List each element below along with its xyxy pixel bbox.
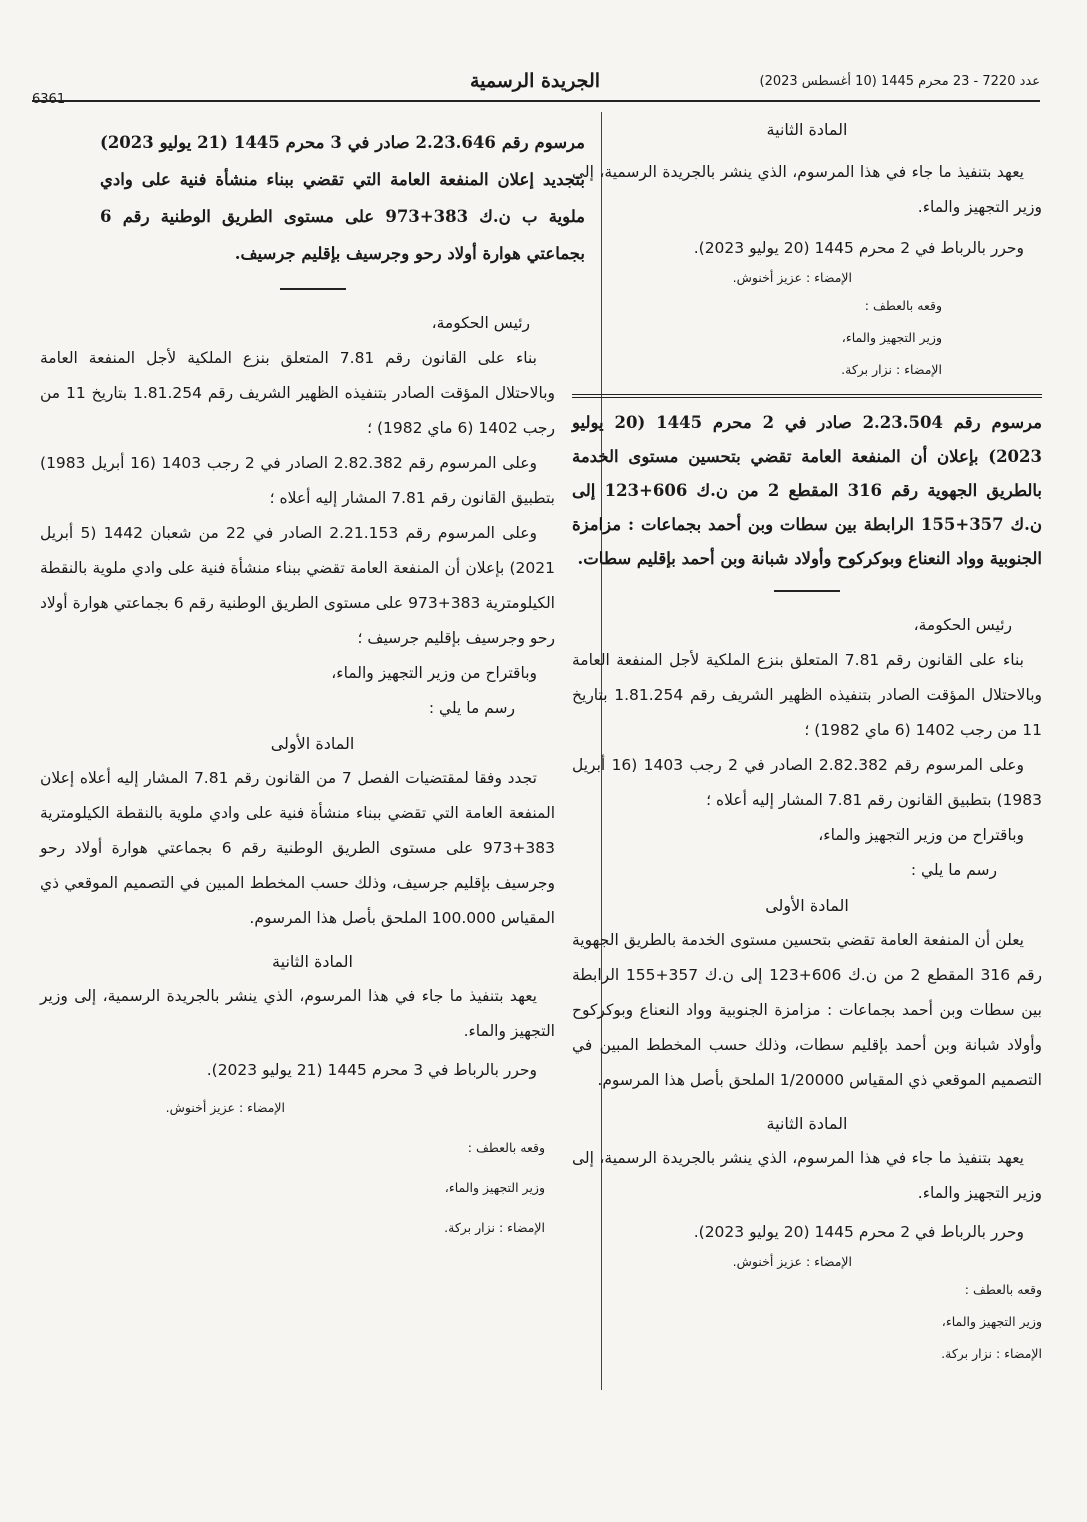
done-at: وحرر بالرباط في 2 محرم 1445 (20 يوليو 2023). xyxy=(693,1223,1024,1241)
signature-minister: الإمضاء : نزار بركة. xyxy=(841,362,942,377)
minister-title: وزير التجهيز والماء، xyxy=(444,1180,545,1195)
done-at: وحرر بالرباط في 2 محرم 1445 (20 يوليو 2023). xyxy=(693,239,1024,257)
page-header xyxy=(30,70,1040,107)
page-number: 6361 xyxy=(32,92,66,107)
separator-rule xyxy=(572,397,1042,398)
signature-pm: الإمضاء : عزيز أخنوش. xyxy=(165,1100,285,1115)
recital: وعلى المرسوم رقم 2.82.382 الصادر في 2 رجب 1403 (16 أبريل 1983) بتطبيق القانون رقم 7.81 المشار إليه أعلاه ؛ xyxy=(572,756,1042,809)
article-heading: المادة الأولى xyxy=(765,896,849,915)
decree-title: مرسوم رقم 2.23.646 صادر في 3 محرم 1445 (21 يوليو 2023) بتجديد إعلان المنفعة العامة التي تقضي ببناء منشأة فنية على وادي ملوية ب ن.ك 383+973 على مستوى الطريق الوطنية رقم 6 بجماعتي هوارة أولاد رحو وجرسيف بإقليم جرسيف. xyxy=(100,133,585,263)
article-heading: المادة الأولى xyxy=(270,734,355,753)
recital: وعلى المرسوم رقم 2.21.153 الصادر في 22 من شعبان 1442 (5 أبريل 2021) بإعلان أن المنفعة العامة تقضي ببناء منشأة فنية على وادي ملوية بالنقطة الكيلومترية 383+973 على مستوى الطريق الوطنية رقم 6 بجماعتي هوارة أولاد رحو وجرسيف بإقليم جرسيف ؛ xyxy=(40,524,555,647)
right-column xyxy=(572,112,1042,1370)
minister-title: وزير التجهيز والماء، xyxy=(841,330,942,345)
signature-pm: الإمضاء : عزيز أخنوش. xyxy=(732,270,852,285)
signature-pm: الإمضاء : عزيز أخنوش. xyxy=(732,1254,852,1269)
article-heading: المادة الثانية xyxy=(766,120,848,139)
gazette-title: الجريدة الرسمية xyxy=(469,70,601,92)
left-column xyxy=(40,124,585,1244)
separator-rule xyxy=(572,394,1042,395)
countersigned-label: وقعه بالعطف : xyxy=(864,298,942,313)
decrees-phrase: رسم ما يلي : xyxy=(428,699,515,717)
signature-minister: الإمضاء : نزار بركة. xyxy=(444,1220,545,1235)
article-text: يعلن أن المنفعة العامة تقضي بتحسين مستوى الخدمة بالطريق الجهوية رقم 316 المقطع 2 من ن.ك 606+123 إلى ن.ك 357+155 الرابطة بين سطات وبن أحمد بجماعات : مزامزة الجنوبية وواد النعناع وبوكركوح وأولاد شبانة وبن أحمد بإقليم سطات، وذلك حسب المخطط المبين في التصميم الموقعي ذي المقياس 1/20000 الملحق بأصل هذا المرسوم. xyxy=(572,931,1043,1089)
article-text: يعهد بتنفيذ ما جاء في هذا المرسوم، الذي ينشر بالجريدة الرسمية، إلى وزير التجهيز والماء. xyxy=(572,163,1042,216)
article-text: تجدد وفقا لمقتضيات الفصل 7 من القانون رقم 7.81 المشار إليه أعلاه إعلان المنفعة العامة التي تقضي ببناء منشأة فنية على وادي ملوية بالنقطة الكيلومترية 383+973 على مستوى الطريق الوطنية رقم 6 بجماعتي هوارة أولاد رحو وجرسيف بإقليم جرسيف، وذلك حسب المخطط المبين في التصميم الموقعي ذي المقياس 100.000 الملحق بأصل هذا المرسوم. xyxy=(40,769,556,927)
recital: بناء على القانون رقم 7.81 المتعلق بنزع الملكية لأجل المنفعة العامة وبالاحتلال المؤقت الصادر بتنفيذه الظهير الشريف رقم 1.81.254 بتاريخ 11 من رجب 1402 (6 ماي 1982) ؛ xyxy=(572,651,1042,739)
title-rule xyxy=(280,288,346,290)
article-text: يعهد بتنفيذ ما جاء في هذا المرسوم، الذي ينشر بالجريدة الرسمية، إلى وزير التجهيز والماء. xyxy=(572,1149,1042,1202)
decrees-phrase: رسم ما يلي : xyxy=(910,861,997,879)
signature-minister: الإمضاء : نزار بركة. xyxy=(941,1346,1042,1361)
article-heading: المادة الثانية xyxy=(272,952,353,971)
head-of-government: رئيس الحكومة، xyxy=(913,616,1012,634)
recital: وباقتراح من وزير التجهيز والماء، xyxy=(331,664,537,682)
header-rule xyxy=(32,100,1040,102)
title-rule xyxy=(774,590,840,592)
done-at: وحرر بالرباط في 3 محرم 1445 (21 يوليو 2023). xyxy=(206,1061,537,1079)
article-heading: المادة الثانية xyxy=(766,1114,848,1133)
recital: وعلى المرسوم رقم 2.82.382 الصادر في 2 رجب 1403 (16 أبريل 1983) بتطبيق القانون رقم 7.81 المشار إليه أعلاه ؛ xyxy=(40,454,555,507)
head-of-government: رئيس الحكومة، xyxy=(431,314,530,332)
issue-line: عدد 7220 - 23 محرم 1445 (10 أغسطس 2023) xyxy=(759,74,1040,89)
recital: بناء على القانون رقم 7.81 المتعلق بنزع الملكية لأجل المنفعة العامة وبالاحتلال المؤقت الصادر بتنفيذه الظهير الشريف رقم 1.81.254 بتاريخ 11 من رجب 1402 (6 ماي 1982) ؛ xyxy=(40,349,555,437)
minister-title: وزير التجهيز والماء، xyxy=(941,1314,1042,1329)
article-text: يعهد بتنفيذ ما جاء في هذا المرسوم، الذي ينشر بالجريدة الرسمية، إلى وزير التجهيز والماء. xyxy=(40,987,555,1040)
decree-title: مرسوم رقم 2.23.504 صادر في 2 محرم 1445 (20 يوليو 2023) بإعلان أن المنفعة العامة تقضي بتحسين مستوى الخدمة بالطريق الجهوية رقم 316 المقطع 2 من ن.ك 606+123 إلى ن.ك 357+155 الرابطة بين سطات وبن أحمد بجماعات : مزامزة الجنوبية وواد النعناع وبوكركوح وأولاد شبانة وبن أحمد بإقليم سطات. xyxy=(572,413,1043,568)
recital: وباقتراح من وزير التجهيز والماء، xyxy=(818,826,1024,844)
countersigned-label: وقعه بالعطف : xyxy=(467,1140,545,1155)
countersigned-label: وقعه بالعطف : xyxy=(964,1282,1042,1297)
